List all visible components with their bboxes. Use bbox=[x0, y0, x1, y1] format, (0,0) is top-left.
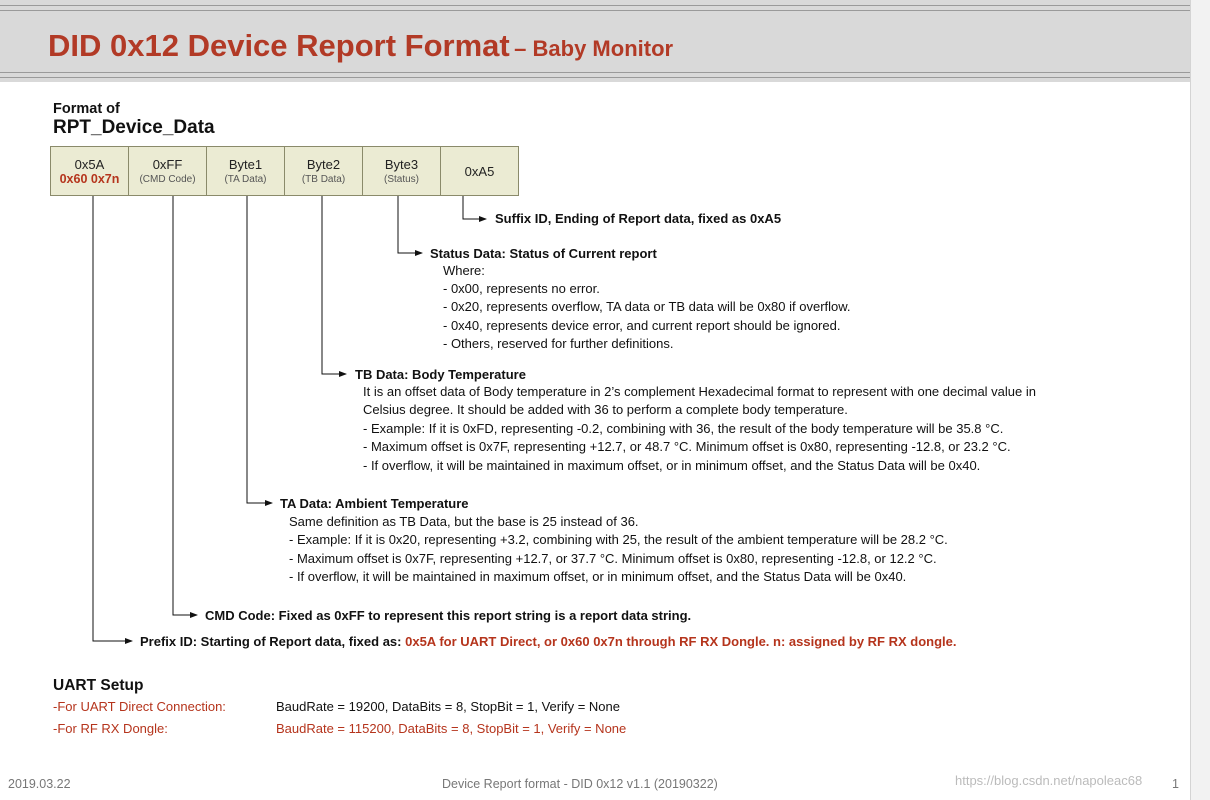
packet-cell-top: 0xA5 bbox=[464, 163, 495, 179]
packet-cell-bottom: (Status) bbox=[383, 174, 419, 185]
packet-cell-top: 0xFF bbox=[152, 157, 183, 172]
prefix-connector-arrow bbox=[93, 196, 132, 641]
cmd-connector-arrow bbox=[173, 196, 197, 615]
packet-cell-top: Byte2 bbox=[306, 157, 341, 172]
footer-date: 2019.03.22 bbox=[8, 777, 71, 791]
uart-direct-label: -For UART Direct Connection: bbox=[53, 699, 226, 714]
status-connector-arrow bbox=[398, 196, 422, 253]
tb-line: - Maximum offset is 0x7F, representing +12.7, or 48.7 °C. Minimum offset is 0x80, representing -12.8, or 23.2 °C. bbox=[363, 439, 1011, 454]
tb-connector-arrow bbox=[322, 196, 346, 374]
watermark-text: https://blog.csdn.net/napoleac68 bbox=[955, 773, 1143, 788]
status-line: - 0x20, represents overflow, TA data or TB data will be 0x80 if overflow. bbox=[443, 299, 851, 314]
suffix-label: Suffix ID, Ending of Report data, fixed as 0xA5 bbox=[495, 211, 782, 226]
prefix-row bbox=[140, 634, 957, 649]
title-main: DID 0x12 Device Report Format bbox=[48, 28, 510, 63]
packet-cell-top: Byte3 bbox=[384, 157, 419, 172]
status-line: - 0x40, represents device error, and current report should be ignored. bbox=[443, 318, 841, 333]
ta-line: Same definition as TB Data, but the base is 25 instead of 36. bbox=[289, 514, 639, 529]
page-number: 1 bbox=[1172, 777, 1179, 791]
packet-cell-top: Byte1 bbox=[228, 157, 263, 172]
packet-cell-top: 0x5A bbox=[74, 157, 105, 172]
uart-dongle-label: -For RF RX Dongle: bbox=[53, 721, 168, 736]
packet-cell-bottom: (CMD Code) bbox=[139, 174, 196, 185]
packet-cell-bottom: (TA Data) bbox=[224, 174, 267, 185]
title-sub: – Baby Monitor bbox=[514, 36, 674, 61]
tb-line: - If overflow, it will be maintained in maximum offset, or in minimum offset, and the Status Data will be 0x40. bbox=[363, 458, 981, 473]
ta-label: TA Data: Ambient Temperature bbox=[280, 496, 469, 511]
ta-connector-arrow bbox=[247, 196, 272, 503]
uart-dongle-value: BaudRate = 115200, DataBits = 8, StopBit = 1, Verify = None bbox=[276, 721, 627, 736]
prefix-label: Prefix ID: Starting of Report data, fixed as: bbox=[140, 634, 406, 649]
rpt-device-data-heading: RPT_Device_Data bbox=[53, 117, 215, 138]
cmd-label: CMD Code: Fixed as 0xFF to represent this report string is a report data string. bbox=[205, 608, 692, 623]
tb-line: - Example: If it is 0xFD, representing -0.2, combining with 36, the result of the body temperature will be 35.8 °C. bbox=[363, 421, 1004, 436]
status-line: Where: bbox=[443, 263, 485, 278]
uart-direct-value: BaudRate = 19200, DataBits = 8, StopBit = 1, Verify = None bbox=[276, 699, 620, 714]
ta-line: - Maximum offset is 0x7F, representing +12.7, or 37.7 °C. Minimum offset is 0x80, representing -12.8, or 12.2 °C. bbox=[289, 551, 937, 566]
footer-document-title: Device Report format - DID 0x12 v1.1 (20190322) bbox=[442, 777, 718, 791]
tb-label: TB Data: Body Temperature bbox=[355, 367, 526, 382]
tb-line: It is an offset data of Body temperature in 2’s complement Hexadecimal format to represent with one decimal value in bbox=[363, 384, 1036, 399]
tb-line: Celsius degree. It should be added with 36 to perform a complete body temperature. bbox=[363, 402, 848, 417]
status-label: Status Data: Status of Current report bbox=[430, 246, 657, 261]
suffix-connector-arrow bbox=[463, 196, 486, 219]
ta-line: - If overflow, it will be maintained in maximum offset, or in minimum offset, and the Status Data will be 0x40. bbox=[289, 569, 907, 584]
packet-cell-bottom: 0x60 0x7n bbox=[59, 172, 120, 186]
packet-cell-bottom: (TB Data) bbox=[301, 174, 346, 185]
vertical-scrollbar[interactable] bbox=[1190, 0, 1210, 800]
status-line: - 0x00, represents no error. bbox=[443, 281, 600, 296]
uart-setup-heading: UART Setup bbox=[53, 677, 144, 694]
prefix-detail: 0x5A for UART Direct, or 0x60 0x7n through RF RX Dongle. n: assigned by RF RX dongle. bbox=[405, 634, 957, 649]
format-of-label: Format of bbox=[53, 101, 120, 117]
status-line: - Others, reserved for further definitions. bbox=[443, 336, 674, 351]
ta-line: - Example: If it is 0x20, representing +3.2, combining with 25, the result of the ambient temperature will be 28.2 °C. bbox=[289, 532, 948, 547]
